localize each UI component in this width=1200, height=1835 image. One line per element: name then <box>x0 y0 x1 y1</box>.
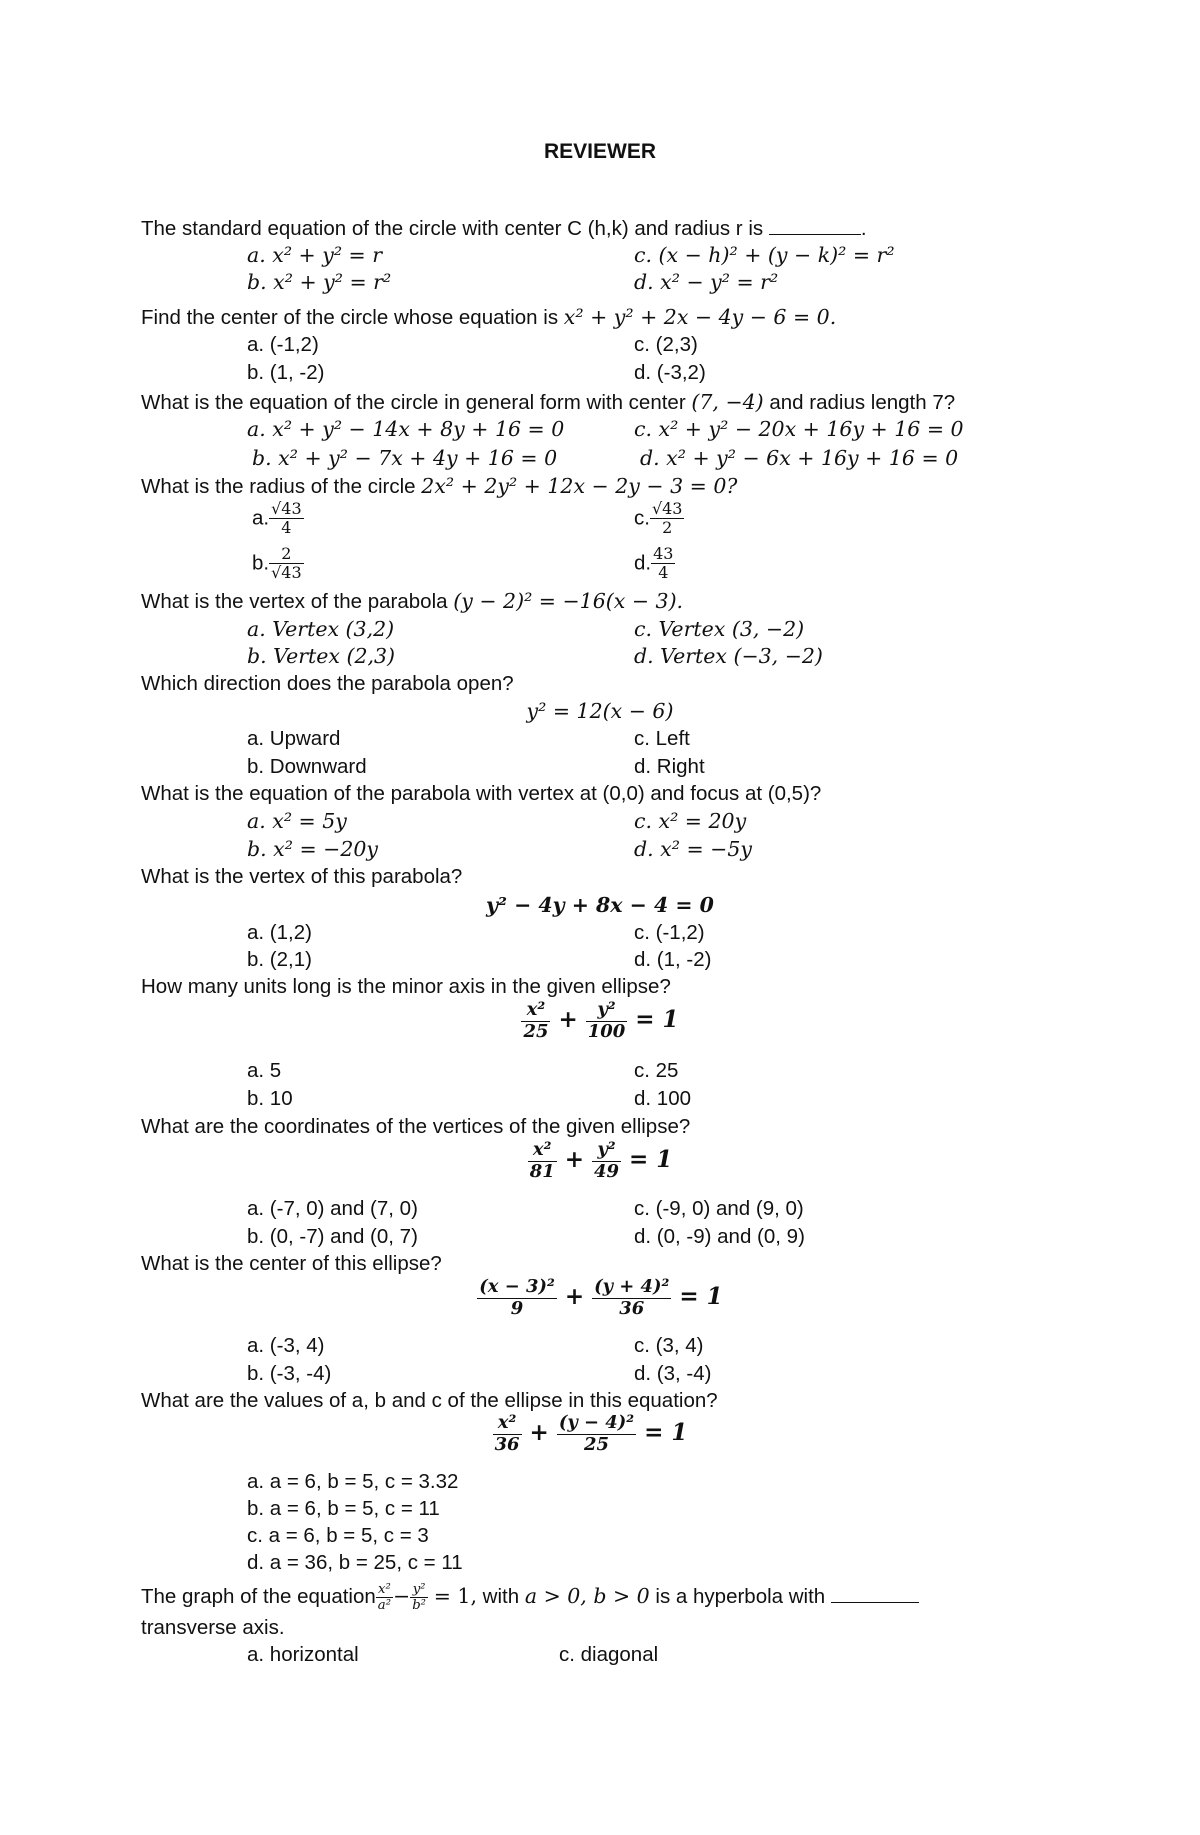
choice-d: d. x² − y² = r² <box>634 270 779 294</box>
question-1: The standard equation of the circle with center C (h,k) and radius r is . <box>141 217 867 240</box>
choice-b: b. (0, -7) and (0, 7) <box>247 1225 418 1248</box>
answer-blank <box>831 1601 919 1603</box>
question-text: What are the coordinates of the vertices of the given ellipse? <box>141 1115 691 1138</box>
question-11 <box>141 1252 442 1276</box>
given-equation: y² = 12(x − 6) <box>526 699 674 723</box>
choice-d: d. (3, -4) <box>634 1362 712 1385</box>
question-13: The graph of the equation $\frac{\text{x²}}{\text{a²}}$ − $\frac{\text{y²}}{\text{b²}}$ = 1, with a > 0, b > 0 is a hyperbola with <box>141 1582 919 1614</box>
choice-b: b. (1, -2) <box>247 361 325 384</box>
question-12 <box>141 1389 718 1413</box>
choice-a: a. Upward <box>247 727 341 750</box>
given-equation: $\frac{\text{x²}}{36}$ + $\frac{\text{(y − 4)²}}{25}$ = 1 <box>494 1412 688 1455</box>
choice-c: c. Vertex (3, −2) <box>634 617 805 641</box>
choice-a: a. a = 6, b = 5, c = 3.32 <box>247 1470 459 1493</box>
choice-c: c. diagonal <box>559 1643 659 1666</box>
choice-a: a. horizontal <box>247 1643 359 1666</box>
choice-b: b. x² = −20y <box>247 837 378 861</box>
choice-b: b. 10 <box>247 1087 293 1110</box>
question-2 <box>141 305 836 330</box>
choice-c: c. x² + y² − 20x + 16y + 16 = 0 <box>634 417 964 441</box>
choice-a: a. x² + y² − 14x + 8y + 16 = 0 <box>247 417 565 441</box>
question-10 <box>141 1115 690 1139</box>
question-8 <box>141 865 462 889</box>
choice-a: a. 5 <box>247 1059 282 1082</box>
question-text: What is the vertex of the parabola <box>141 590 448 613</box>
question-5 <box>141 589 683 614</box>
given-equation: $\frac{\text{(x − 3)²}}{9}$ + $\frac{\text{(y + 4)²}}{36}$ = 1 <box>479 1276 723 1319</box>
choice-b: b. $\frac{2}{√43}$ <box>252 544 302 583</box>
choice-a: a. x² = 5y <box>247 809 347 833</box>
question-7 <box>141 782 821 806</box>
question-equation: (7, −4) <box>691 390 764 414</box>
question-equation: x² + y² + 2x − 4y − 6 = 0. <box>563 305 837 329</box>
question-13-line2: transverse axis. <box>141 1616 285 1639</box>
question-text: What is the radius of the circle <box>141 475 416 498</box>
choice-c: c. (3, 4) <box>634 1334 704 1357</box>
choice-d: d. x² = −5y <box>634 837 752 861</box>
choice-c: c. (2,3) <box>634 333 698 356</box>
choice-c: c. (-9, 0) and (9, 0) <box>634 1197 804 1220</box>
question-text: Which direction does the parabola open? <box>141 672 514 695</box>
choice-b: b. x² + y² = r² <box>247 270 392 294</box>
question-text: How many units long is the minor axis in the given ellipse? <box>141 975 671 998</box>
choice-d: d. Right <box>634 755 705 778</box>
question-text: The standard equation of the circle with center C (h,k) and radius r is <box>141 217 764 240</box>
question-text: What is the equation of the parabola with vertex at (0,0) and focus at (0,5)? <box>141 782 822 805</box>
choice-b: b. (2,1) <box>247 948 312 971</box>
choice-d: d. a = 36, b = 25, c = 11 <box>247 1551 463 1574</box>
choice-d: d. (1, -2) <box>634 948 712 971</box>
question-text: What is the vertex of this parabola? <box>141 865 463 888</box>
choice-a: a. Vertex (3,2) <box>247 617 395 641</box>
choice-d: d. Vertex (−3, −2) <box>634 644 823 668</box>
choice-d: d. (-3,2) <box>634 361 706 384</box>
choice-c: c. a = 6, b = 5, c = 3 <box>247 1524 429 1547</box>
question-4 <box>141 474 737 499</box>
question-9 <box>141 975 671 999</box>
question-equation: (y − 2)² = −16(x − 3). <box>453 589 684 613</box>
given-equation: $\frac{\text{x²}}{25}$ + $\frac{\text{y²}}{100}$ = 1 <box>523 999 679 1042</box>
choice-b: b. Vertex (2,3) <box>247 644 396 668</box>
choice-a: a. x² + y² = r <box>247 243 383 267</box>
choice-c: c. 25 <box>634 1059 679 1082</box>
question-equation: 2x² + 2y² + 12x − 2y − 3 = 0? <box>421 474 738 498</box>
choice-a: a. (-3, 4) <box>247 1334 325 1357</box>
question-3: What is the equation of the circle in general form with center (7, −4) and radius length 7? <box>141 390 956 414</box>
question-6 <box>141 672 514 696</box>
given-equation: $\frac{\text{x²}}{81}$ + $\frac{\text{y²}}{49}$ = 1 <box>529 1139 673 1182</box>
answer-blank <box>769 233 861 235</box>
choice-b: b. (-3, -4) <box>247 1362 332 1385</box>
choice-a: a. (-1,2) <box>247 333 319 356</box>
page-title: REVIEWER <box>543 140 656 163</box>
choice-b: b. a = 6, b = 5, c = 11 <box>247 1497 440 1520</box>
choice-b: b. x² + y² − 7x + 4y + 16 = 0 <box>252 446 558 470</box>
question-text: What is the center of this ellipse? <box>141 1252 442 1275</box>
choice-a: a. $\frac{√43}{4}$ <box>252 499 302 538</box>
choice-a: a. (1,2) <box>247 921 312 944</box>
question-text: Find the center of the circle whose equation is <box>141 306 559 329</box>
choice-c: c. (-1,2) <box>634 921 705 944</box>
question-text: What are the values of a, b and c of the ellipse in this equation? <box>141 1389 718 1412</box>
question-text: What is the equation of the circle in general form with center <box>141 391 686 414</box>
given-equation: y² − 4y + 8x − 4 = 0 <box>486 893 714 917</box>
choice-d: d. (0, -9) and (0, 9) <box>634 1225 805 1248</box>
choice-d: d. $\frac{43}{4}$ <box>634 544 674 583</box>
choice-c: c. $\frac{√43}{2}$ <box>634 499 683 538</box>
choice-a: a. (-7, 0) and (7, 0) <box>247 1197 418 1220</box>
choice-c: c. Left <box>634 727 690 750</box>
choice-b: b. Downward <box>247 755 367 778</box>
choice-d: d. x² + y² − 6x + 16y + 16 = 0 <box>640 446 959 470</box>
choice-c: c. (x − h)² + (y − k)² = r² <box>634 243 895 267</box>
choice-c: c. x² = 20y <box>634 809 747 833</box>
choice-d: d. 100 <box>634 1087 691 1110</box>
question-text: The graph of the equation <box>141 1585 376 1609</box>
